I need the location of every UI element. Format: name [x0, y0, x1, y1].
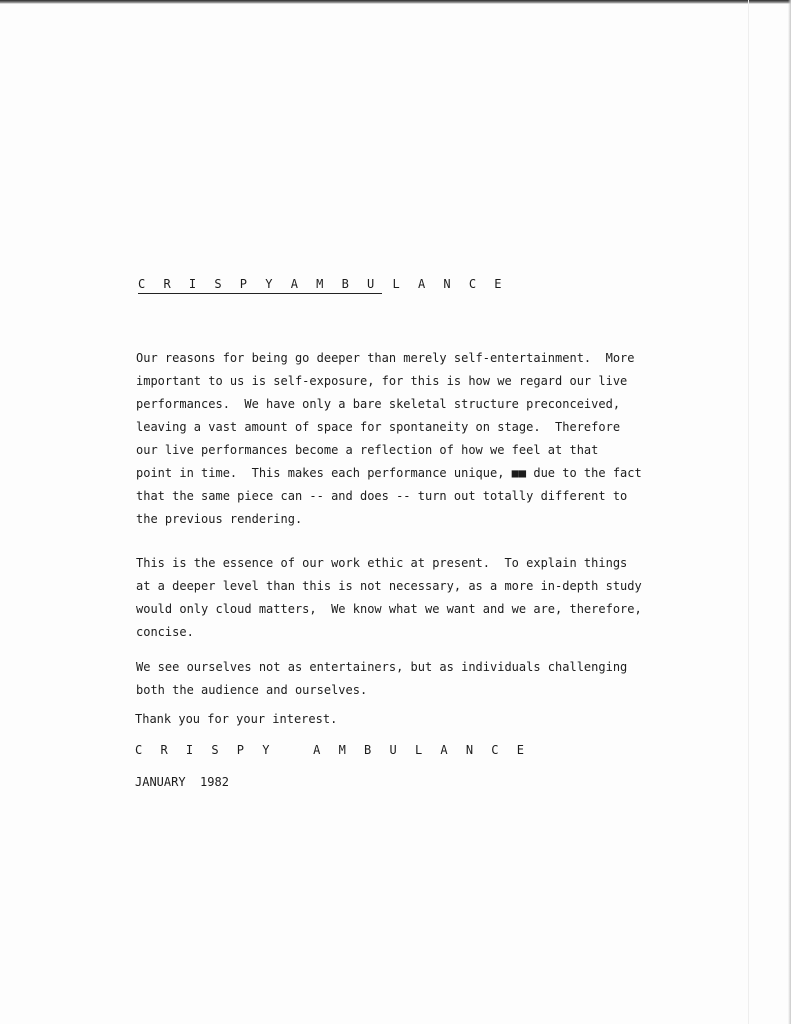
paragraph-1: Our reasons for being go deeper than merely self-entertainment. More important to us is self-exposure, for this is how we regard our live performances. We have only a bare skeletal structure preconceived, leaving a vast amount of space for spontaneity on stage. Therefore our live performances become a reflection of how we feel at that point in time. This makes each performance unique, ■■ due to the fact that the same piece can -- and does -- turn out totally different to the previous rendering.: [136, 351, 642, 526]
date: JANUARY 1982: [135, 775, 229, 789]
paragraph-3: We see ourselves not as entertainers, but as individuals challenging both the audience and ourselves.: [136, 660, 628, 697]
scan-top-edge: [0, 0, 791, 4]
page-title: C R I S P Y A M B U L A N C E: [138, 277, 382, 294]
paragraph-2: This is the essence of our work ethic at present. To explain things at a deeper level than this is not necessary, as a more in-depth study would only cloud matters, We know what we want and we are, therefore, concise.: [136, 556, 642, 639]
paper-fold-line: [748, 0, 749, 1024]
thanks-line: Thank you for your interest.: [135, 712, 338, 726]
signature: C R I S P Y A M B U L A N C E: [135, 743, 530, 757]
